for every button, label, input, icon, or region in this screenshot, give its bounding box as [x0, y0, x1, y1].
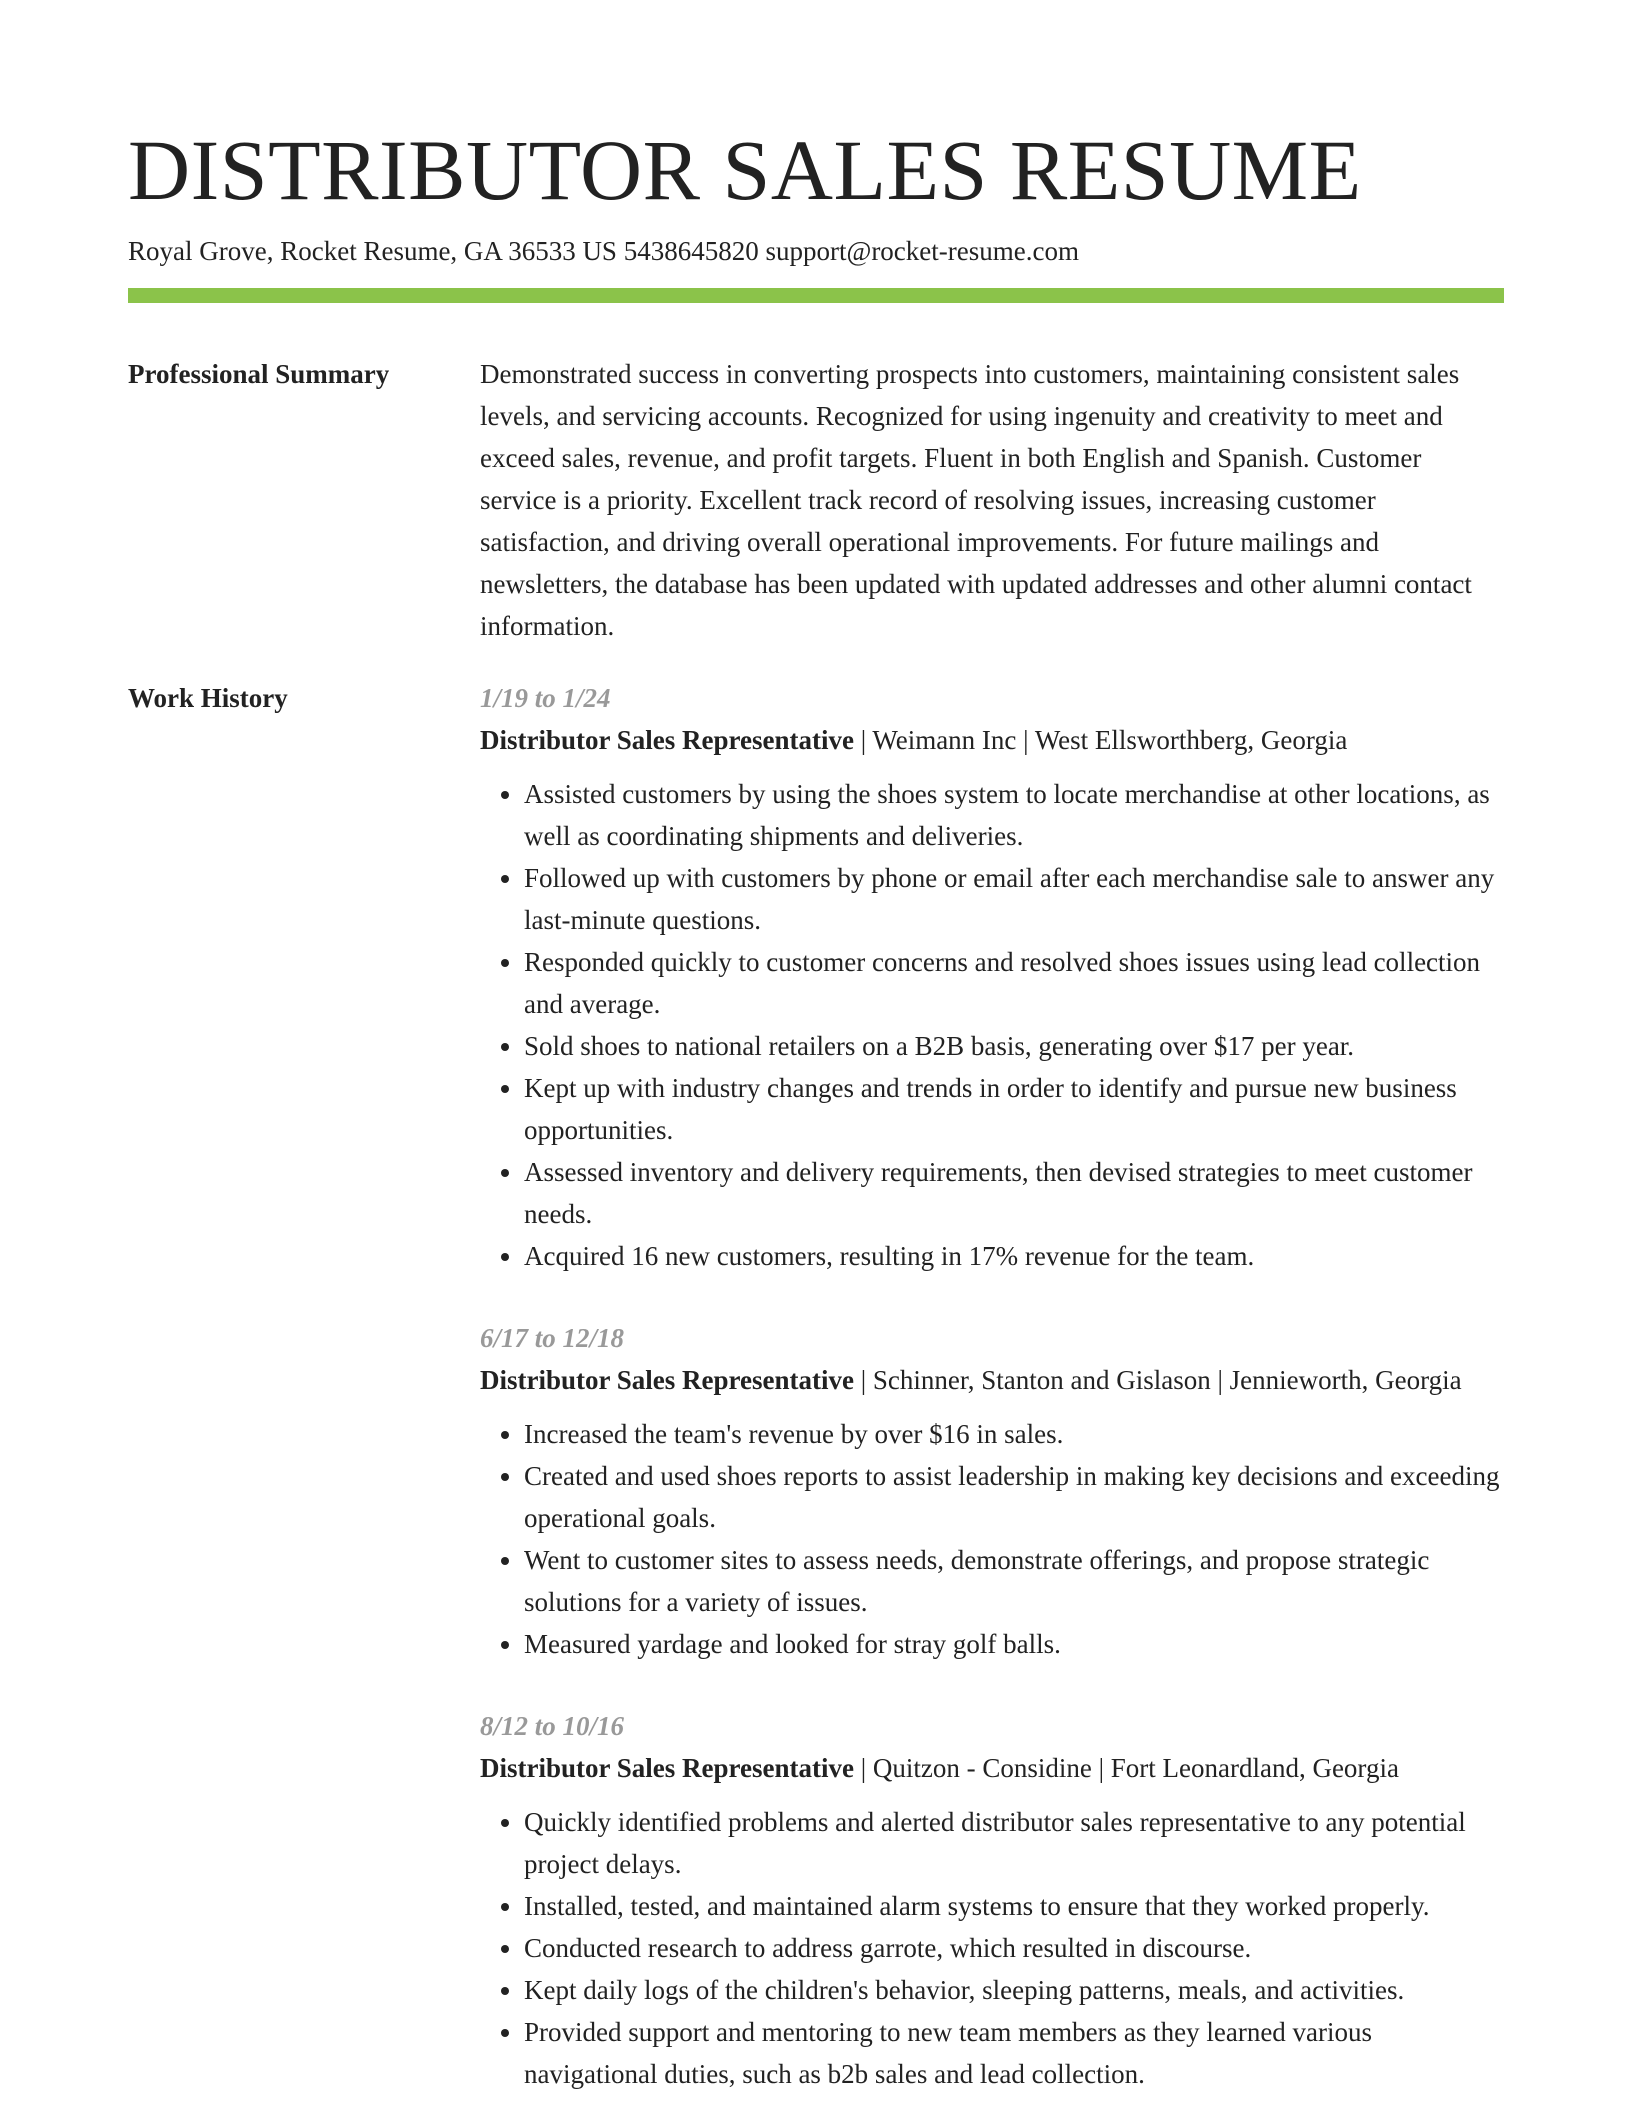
job-bullet-list [480, 1413, 1504, 1665]
contact-line: Royal Grove, Rocket Resume, GA 36533 US 5438645820 support@rocket-resume.com [128, 236, 1079, 266]
job-dates: 6/17 to 12/18 [480, 1323, 625, 1353]
job-role: Distributor Sales Representative [480, 725, 854, 755]
job-dates: 8/12 to 10/16 [480, 1711, 625, 1741]
summary-text: Demonstrated success in converting prospects into customers, maintaining consistent sales levels, and servicing accounts. Recognized for using ingenuity and creativity to meet and exceed sales, revenue, and profit targets. Fluent in both English and Spanish. Customer service is a priority. Excellent track record of resolving issues, increasing customer satisfaction, and driving overall operational improvements. For future mailings and newsletters, the database has been updated with updated addresses and other alumni contact information. [480, 359, 1472, 641]
summary-body [480, 353, 1504, 647]
job-company-location: | Weimann Inc | West Ellsworthberg, Georgia [853, 725, 1348, 755]
job-role: Distributor Sales Representative [480, 1365, 854, 1395]
job-bullet: • Responded quickly to customer concerns and resolved shoes issues using lead collection and average. [524, 941, 1504, 1025]
job-bullet: • Sold shoes to national retailers on a B2B basis, generating over $17 per year. [524, 1025, 1504, 1067]
resume-title: DISTRIBUTOR SALES RESUME [128, 122, 1362, 218]
job-bullet-list [480, 1801, 1504, 2095]
work-history-body [480, 677, 1504, 2112]
header-divider [128, 288, 1504, 303]
job-bullet: • Quickly identified problems and alerted distributor sales representative to any potential project delays. [524, 1801, 1504, 1885]
job-bullet: • Created and used shoes reports to assist leadership in making key decisions and exceeding operational goals. [524, 1455, 1504, 1539]
job-role: Distributor Sales Representative [480, 1753, 854, 1783]
job-bullet: • Kept up with industry changes and trends in order to identify and pursue new business opportunities. [524, 1067, 1504, 1151]
professional-summary-section [128, 353, 1504, 647]
job-title-line [480, 719, 1504, 761]
job-entry [480, 677, 1504, 1277]
job-entry [480, 1317, 1504, 1665]
job-bullet: • Conducted research to address garrote, which resulted in discourse. [524, 1927, 1504, 1969]
job-bullet-list [480, 773, 1504, 1277]
job-title-line [480, 1747, 1504, 1789]
job-bullet: • Went to customer sites to assess needs, demonstrate offerings, and propose strategic solutions for a variety of issues. [524, 1539, 1504, 1623]
section-label-work-history: Work History [128, 683, 288, 713]
job-bullet: • Acquired 16 new customers, resulting in 17% revenue for the team. [524, 1235, 1504, 1277]
section-label-summary: Professional Summary [128, 359, 390, 389]
job-company-location: | Schinner, Stanton and Gislason | Jennieworth, Georgia [853, 1365, 1462, 1395]
job-bullet: • Followed up with customers by phone or email after each merchandise sale to answer any last-minute questions. [524, 857, 1504, 941]
work-history-section [128, 677, 1504, 2112]
job-company-location: | Quitzon - Considine | Fort Leonardland, Georgia [853, 1753, 1399, 1783]
job-bullet: • Assessed inventory and delivery requirements, then devised strategies to meet customer needs. [524, 1151, 1504, 1235]
job-bullet: • Measured yardage and looked for stray golf balls. [524, 1623, 1504, 1665]
job-bullet: • Increased the team's revenue by over $16 in sales. [524, 1413, 1504, 1455]
job-entry [480, 1705, 1504, 2095]
resume-page [128, 0, 1504, 2112]
job-bullet: • Kept daily logs of the children's behavior, sleeping patterns, meals, and activities. [524, 1969, 1504, 2011]
job-dates: 1/19 to 1/24 [480, 683, 611, 713]
job-title-line [480, 1359, 1504, 1401]
job-bullet: • Installed, tested, and maintained alarm systems to ensure that they worked properly. [524, 1885, 1504, 1927]
job-bullet: • Assisted customers by using the shoes system to locate merchandise at other locations, as well as coordinating shipments and deliveries. [524, 773, 1504, 857]
job-bullet: • Provided support and mentoring to new team members as they learned various navigational duties, such as b2b sales and lead collection. [524, 2011, 1504, 2095]
